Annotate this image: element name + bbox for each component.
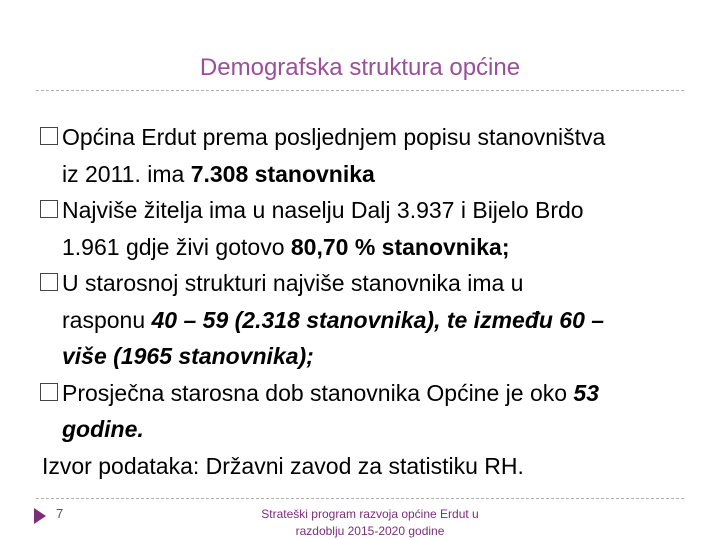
title-divider (36, 90, 684, 91)
source-note: Izvor podataka: Državni zavod za statistiku RH. (42, 452, 524, 479)
footer-divider (36, 498, 684, 499)
square-bullet-icon (40, 273, 58, 291)
square-bullet-icon (40, 200, 58, 218)
bullet-line (62, 411, 696, 448)
page-number: 7 (56, 506, 64, 521)
square-bullet-icon (40, 383, 58, 401)
bullet-line: U starosnoj strukturi najviše stanovnika ima u (62, 270, 524, 296)
bullet-line: Najviše žitelja ima u naselju Dalj 3.937 i Bijelo Brdo (62, 197, 584, 223)
slide-title: Demografska struktura općine (199, 54, 521, 81)
bullet-item-settlements (36, 192, 696, 265)
bullet-item-population (36, 119, 696, 192)
square-bullet-icon (40, 127, 58, 145)
triangle-right-icon (34, 508, 46, 524)
footer-caption-line: razdoblju 2015-2020 godine (295, 524, 445, 538)
bullet-line: iz 2011. ima 7.308 stanovnika (62, 160, 375, 187)
bullet-line: Općina Erdut prema posljednjem popisu stanovništva (62, 124, 606, 150)
population-total: 7.308 stanovnika (190, 160, 375, 187)
footer-caption (228, 506, 512, 540)
footer-caption-line: Strateški program razvoja općine Erdut u (261, 507, 479, 521)
bullet-line: 1.961 gdje živi gotovo 80,70 % stanovnika; (62, 233, 510, 260)
age-range-secondary: više (1965 stanovnika); (62, 343, 314, 369)
population-share: 80,70 % stanovnika; (290, 233, 510, 260)
bullet-item-age-structure (36, 265, 696, 375)
bullet-item-average-age (36, 375, 696, 448)
age-range-primary: 40 – 59 (2.318 stanovnika), te između 60 – (151, 306, 605, 333)
bullet-line: rasponu 40 – 59 (2.318 stanovnika), te između 60 – (62, 306, 605, 333)
bullet-line: Prosječna starosna dob stanovnika Općine je oko 53 (62, 379, 600, 406)
slide-body (36, 119, 696, 484)
bullet-line (62, 338, 696, 375)
average-age-unit: godine. (62, 416, 144, 442)
average-age-value: 53 (573, 379, 600, 406)
